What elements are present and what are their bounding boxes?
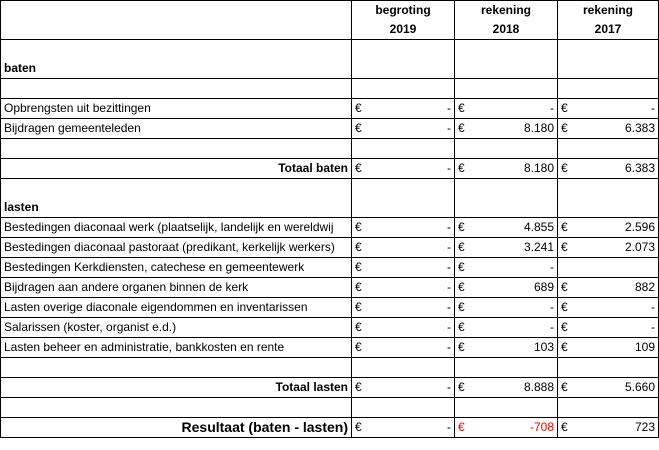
lasten-row: [1, 218, 659, 238]
empty-cell[interactable]: [558, 79, 575, 99]
empty-cell[interactable]: [1, 20, 352, 40]
currency-symbol[interactable]: €: [352, 338, 369, 358]
empty-cell[interactable]: [575, 198, 659, 218]
amount-2019[interactable]: -: [369, 418, 455, 438]
amount-2018[interactable]: -: [472, 318, 558, 338]
empty-cell[interactable]: [1, 79, 352, 99]
empty-cell[interactable]: [455, 40, 472, 60]
currency-symbol[interactable]: €: [558, 298, 575, 318]
row-label[interactable]: Resultaat (baten - lasten): [1, 418, 352, 438]
empty-cell[interactable]: [1, 40, 352, 60]
section-row: [1, 198, 659, 218]
baten-row: [1, 99, 659, 119]
col-year-2019[interactable]: 2019: [352, 20, 455, 40]
empty-cell[interactable]: [352, 79, 369, 99]
empty-cell[interactable]: [369, 40, 455, 60]
currency-symbol[interactable]: €: [558, 318, 575, 338]
section-row: [1, 59, 659, 79]
currency-symbol[interactable]: €: [558, 338, 575, 358]
amount-2019[interactable]: -: [369, 318, 455, 338]
empty-cell[interactable]: [352, 40, 369, 60]
amount-2019[interactable]: -: [369, 338, 455, 358]
lasten-row: [1, 278, 659, 298]
empty-cell[interactable]: [352, 179, 369, 199]
amount-2018[interactable]: 8.888: [472, 378, 558, 398]
currency-symbol[interactable]: €: [455, 119, 472, 139]
currency-symbol[interactable]: €: [352, 218, 369, 238]
empty-cell[interactable]: [455, 179, 472, 199]
empty-cell[interactable]: [369, 198, 455, 218]
amount-2018[interactable]: 103: [472, 338, 558, 358]
currency-symbol[interactable]: [558, 258, 575, 278]
row-label[interactable]: Totaal lasten: [1, 378, 352, 398]
empty-cell[interactable]: [1, 139, 352, 159]
total-baten-row: [1, 159, 659, 179]
spacer-row: [1, 139, 659, 159]
row-label[interactable]: Lasten beheer en administratie, bankkosten en rente: [1, 338, 352, 358]
currency-symbol[interactable]: €: [558, 159, 575, 179]
amount-2017[interactable]: 882: [575, 278, 659, 298]
col-year-2018[interactable]: 2018: [455, 20, 558, 40]
empty-cell[interactable]: [558, 358, 575, 378]
amount-2018[interactable]: 3.241: [472, 238, 558, 258]
empty-cell[interactable]: [575, 398, 659, 418]
lasten-row: [1, 338, 659, 358]
empty-cell[interactable]: [575, 139, 659, 159]
amount-2019[interactable]: -: [369, 218, 455, 238]
amount-2018[interactable]: 4.855: [472, 218, 558, 238]
empty-cell[interactable]: [575, 40, 659, 60]
lasten-row: [1, 298, 659, 318]
empty-cell[interactable]: [352, 198, 369, 218]
empty-cell[interactable]: [575, 179, 659, 199]
currency-symbol[interactable]: €: [455, 338, 472, 358]
amount-2017[interactable]: 6.383: [575, 159, 659, 179]
empty-cell[interactable]: [472, 139, 558, 159]
currency-symbol[interactable]: €: [455, 99, 472, 119]
currency-symbol[interactable]: €: [352, 418, 369, 438]
empty-cell[interactable]: [455, 79, 472, 99]
amount-2018[interactable]: 8.180: [472, 159, 558, 179]
col-header-2019[interactable]: begroting: [352, 1, 455, 21]
amount-2019[interactable]: -: [369, 298, 455, 318]
amount-2017[interactable]: 6.383: [575, 119, 659, 139]
currency-symbol[interactable]: €: [352, 99, 369, 119]
amount-2018[interactable]: -: [472, 258, 558, 278]
currency-symbol[interactable]: €: [352, 378, 369, 398]
col-header-2018[interactable]: rekening: [455, 1, 558, 21]
empty-cell[interactable]: [455, 398, 472, 418]
empty-cell[interactable]: [472, 358, 558, 378]
empty-cell[interactable]: [472, 179, 558, 199]
empty-cell[interactable]: [575, 59, 659, 79]
spacer-row: [1, 358, 659, 378]
currency-symbol[interactable]: €: [455, 418, 472, 438]
currency-symbol[interactable]: €: [352, 318, 369, 338]
baten-row: [1, 119, 659, 139]
amount-2019[interactable]: -: [369, 378, 455, 398]
currency-symbol[interactable]: €: [455, 318, 472, 338]
amount-2017[interactable]: 5.660: [575, 378, 659, 398]
spacer-row: [1, 398, 659, 418]
amount-2019[interactable]: -: [369, 159, 455, 179]
empty-cell[interactable]: [369, 358, 455, 378]
empty-cell[interactable]: [472, 79, 558, 99]
amount-2019[interactable]: -: [369, 238, 455, 258]
currency-symbol[interactable]: €: [352, 119, 369, 139]
row-label[interactable]: Bestedingen Kerkdiensten, catechese en gemeentewerk: [1, 258, 352, 278]
section-title-baten[interactable]: baten: [1, 59, 352, 79]
spacer-row: [1, 79, 659, 99]
header-row: [1, 1, 659, 21]
amount-2017[interactable]: 2.596: [575, 218, 659, 238]
row-label[interactable]: Totaal baten: [1, 159, 352, 179]
total-lasten-row: [1, 378, 659, 398]
empty-cell[interactable]: [558, 179, 575, 199]
currency-symbol[interactable]: €: [352, 159, 369, 179]
amount-2019[interactable]: -: [369, 99, 455, 119]
empty-cell[interactable]: [352, 398, 369, 418]
empty-cell[interactable]: [1, 398, 352, 418]
empty-cell[interactable]: [369, 139, 455, 159]
currency-symbol[interactable]: €: [455, 378, 472, 398]
row-label[interactable]: Bestedingen diaconaal pastoraat (predikant, kerkelijk werkers): [1, 238, 352, 258]
empty-cell[interactable]: [1, 179, 352, 199]
currency-symbol[interactable]: €: [455, 278, 472, 298]
empty-cell[interactable]: [455, 59, 472, 79]
empty-cell[interactable]: [558, 59, 575, 79]
currency-symbol[interactable]: €: [352, 278, 369, 298]
empty-cell[interactable]: [455, 358, 472, 378]
header-row: [1, 20, 659, 40]
amount-2017[interactable]: -: [575, 318, 659, 338]
row-label[interactable]: Bestedingen diaconaal werk (plaatselijk, landelijk en wereldwij: [1, 218, 352, 238]
row-label[interactable]: Opbrengsten uit bezittingen: [1, 99, 352, 119]
amount-2018[interactable]: 8.180: [472, 119, 558, 139]
amount-2018[interactable]: -: [472, 298, 558, 318]
lasten-row: [1, 258, 659, 278]
currency-symbol[interactable]: €: [352, 238, 369, 258]
empty-cell[interactable]: [455, 139, 472, 159]
amount-2019[interactable]: -: [369, 258, 455, 278]
currency-symbol[interactable]: €: [455, 238, 472, 258]
empty-cell[interactable]: [558, 398, 575, 418]
empty-cell[interactable]: [558, 40, 575, 60]
empty-cell[interactable]: [575, 358, 659, 378]
section-title-lasten[interactable]: lasten: [1, 198, 352, 218]
currency-symbol[interactable]: €: [352, 298, 369, 318]
empty-cell[interactable]: [369, 79, 455, 99]
amount-2017[interactable]: 723: [575, 418, 659, 438]
amount-2019[interactable]: -: [369, 119, 455, 139]
lasten-row: [1, 238, 659, 258]
currency-symbol[interactable]: €: [455, 298, 472, 318]
col-header-2017[interactable]: rekening: [558, 1, 659, 21]
spacer-row: [1, 40, 659, 60]
currency-symbol[interactable]: €: [352, 258, 369, 278]
currency-symbol[interactable]: €: [455, 218, 472, 238]
empty-cell[interactable]: [369, 398, 455, 418]
amount-2017[interactable]: [575, 258, 659, 278]
currency-symbol[interactable]: €: [558, 218, 575, 238]
currency-symbol[interactable]: €: [558, 119, 575, 139]
amount-2018[interactable]: -: [472, 99, 558, 119]
currency-symbol[interactable]: €: [455, 159, 472, 179]
row-label[interactable]: Bijdragen aan andere organen binnen de kerk: [1, 278, 352, 298]
col-year-2017[interactable]: 2017: [558, 20, 659, 40]
amount-2017[interactable]: -: [575, 298, 659, 318]
empty-cell[interactable]: [369, 59, 455, 79]
empty-cell[interactable]: [575, 79, 659, 99]
empty-cell[interactable]: [1, 1, 352, 21]
amount-2017[interactable]: 109: [575, 338, 659, 358]
amount-2017[interactable]: 2.073: [575, 238, 659, 258]
empty-cell[interactable]: [472, 198, 558, 218]
currency-symbol[interactable]: €: [558, 418, 575, 438]
lasten-row: [1, 318, 659, 338]
empty-cell[interactable]: [472, 59, 558, 79]
currency-symbol[interactable]: €: [558, 238, 575, 258]
amount-2018[interactable]: -708: [472, 418, 558, 438]
row-label[interactable]: Bijdragen gemeenteleden: [1, 119, 352, 139]
amount-2019[interactable]: -: [369, 278, 455, 298]
empty-cell[interactable]: [558, 198, 575, 218]
currency-symbol[interactable]: €: [455, 258, 472, 278]
empty-cell[interactable]: [558, 139, 575, 159]
empty-cell[interactable]: [455, 198, 472, 218]
empty-cell[interactable]: [1, 358, 352, 378]
amount-2018[interactable]: 689: [472, 278, 558, 298]
empty-cell[interactable]: [472, 40, 558, 60]
currency-symbol[interactable]: €: [558, 378, 575, 398]
result-row: [1, 418, 659, 438]
empty-cell[interactable]: [369, 179, 455, 199]
empty-cell[interactable]: [352, 139, 369, 159]
empty-cell[interactable]: [472, 398, 558, 418]
row-label[interactable]: Lasten overige diaconale eigendommen en inventarissen: [1, 298, 352, 318]
empty-cell[interactable]: [352, 59, 369, 79]
row-label[interactable]: Salarissen (koster, organist e.d.): [1, 318, 352, 338]
currency-symbol[interactable]: €: [558, 99, 575, 119]
spacer-row: [1, 179, 659, 199]
amount-2017[interactable]: -: [575, 99, 659, 119]
currency-symbol[interactable]: €: [558, 278, 575, 298]
empty-cell[interactable]: [352, 358, 369, 378]
